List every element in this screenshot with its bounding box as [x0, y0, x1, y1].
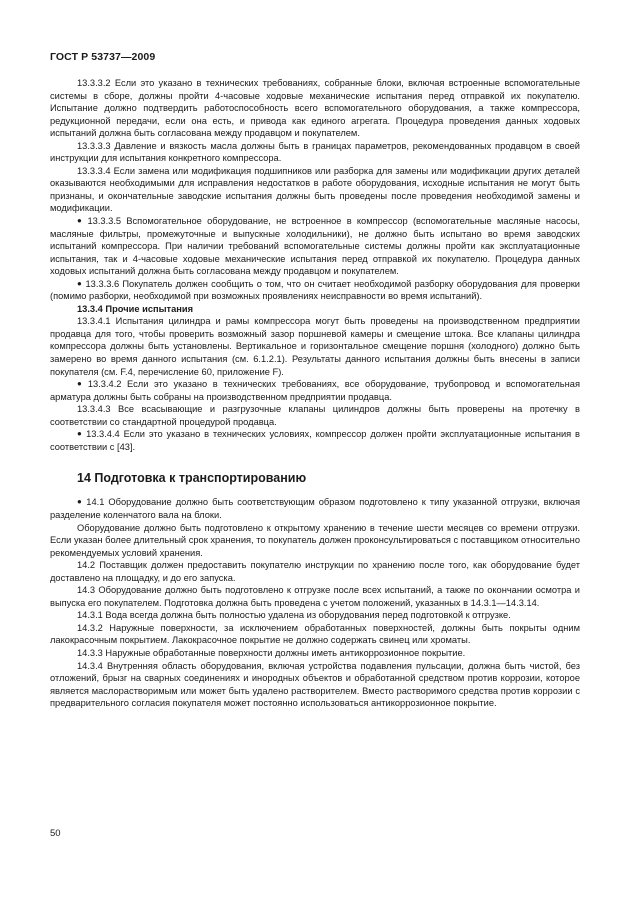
paragraph-text: 13.3.4.4 Если это указано в технических условиях, компрессор должен пройти эксплуатационные испытания в соответствии с [43]. — [50, 429, 580, 452]
paragraph-text: Оборудование должно быть подготовлено к открытому хранению в течение шести месяцев со времени отгрузки. Если указан более длительный срок хранения, то покупатель должен проконсультироваться с поставщиком относительно рекомендуемых условий хранения. — [50, 522, 580, 558]
bullet-icon: ● — [77, 429, 84, 439]
paragraph-text: 13.3.3.4 Если замена или модификация подшипников или разборка для замены или модификации других деталей оказываются необходимыми для исправления недостатков в работе оборудования, исходные испытания не могут быть признаны, и окончательные заводские испытания должны быть проведены после проведения необходимой замены и модификации. — [50, 165, 580, 214]
paragraph-text: 14.3.1 Вода всегда должна быть полностью удалена из оборудования перед подготовкой к отгрузке. — [77, 610, 511, 621]
section-13-text — [50, 77, 580, 453]
paragraph — [50, 77, 580, 140]
paragraph-text: 13.3.3.5 Вспомогательное оборудование, не встроенное в компрессор (вспомогательные масляные насосы, масляные фильтры, промежуточные и выпускные холодильники), не должно быть испытано во время заводских испытаний компрессора. При наличии требований вспомогательные системы должны пройти как эксплуатационные испытания, так и 4-часовые ходовые механические испытания перед отправкой их покупателю. Процедура данных ходовых испытаний должна быть согласована между продавцом и покупателем. — [50, 216, 580, 277]
bullet-icon: ● — [77, 379, 85, 389]
paragraph — [50, 622, 580, 647]
section-14-text — [50, 496, 580, 709]
paragraph-text: 13.3.3.2 Если это указано в технических требованиях, собранные блоки, включая встроенные вспомогательные системы в сборе, должны пройти 4-часовые ходовые механические испытания перед отправкой их покупателю. Испытание должно подтвердить работоспособность всего вспомогательного оборудования, а также компрессора, редукционной передачи, если она есть, и привода как единого агрегата. Процедура проведения данных ходовых испытаний должна быть согласована между продавцом и покупателем. — [50, 78, 580, 139]
paragraph — [50, 609, 580, 622]
bullet-icon: ● — [77, 278, 83, 288]
bullet-icon: ● — [77, 497, 84, 507]
paragraph-text: 13.3.3.6 Покупатель должен сообщить о том, что он считает необходимой разборку оборудования для проверки (помимо разборки, необходимой при возможных проявлениях неисправности во время испытаний). — [50, 278, 580, 302]
paragraph — [50, 647, 580, 660]
document-body — [50, 77, 580, 710]
paragraph-text: 13.3.4.2 Если это указано в технических требованиях, все оборудование, трубопровод и вспомогательная арматура должны быть собраны на производственном предприятии продавца. — [50, 379, 580, 402]
page-number: 50 — [50, 828, 61, 839]
bullet-icon: ● — [77, 216, 85, 226]
paragraph-text: 14.1 Оборудование должно быть соответствующим образом подготовлено к типу указанной отгрузки, включая разделение коленчатого вала на блоки. — [50, 497, 580, 520]
paragraph — [50, 496, 580, 521]
paragraph-text: 13.3.3.3 Давление и вязкость масла должны быть в границах параметров, рекомендованных продавцом в своей инструкции для испытания конкретного компрессора. — [50, 140, 580, 164]
paragraph — [50, 559, 580, 584]
paragraph-text: 13.3.4 Прочие испытания — [77, 303, 194, 314]
section-14-title: 14 Подготовка к транспортированию — [77, 471, 307, 486]
paragraph — [50, 278, 580, 303]
paragraph-text: 14.2 Поставщик должен предоставить покупателю инструкции по хранению после того, как оборудование будет доставлено на площадку, и до его запуска. — [50, 560, 580, 583]
paragraph — [50, 522, 580, 560]
paragraph — [50, 215, 580, 278]
paragraph-text: 13.3.4.1 Испытания цилиндра и рамы компрессора могут быть проведены на производственном предприятии продавца для того, чтобы проверить возможный зазор поршневой камеры и смещение штока. Все клапаны цилиндра компрессора должны быть установлены. Вертикальное и горизонтальное смещение поршня (холодного) должно быть замерено во время данного испытания (см. 6.1.2.1). Результаты данного испытания должны быть внесены в записи покупателя (см. F.4, перечисление 60, приложение F). — [50, 316, 580, 377]
paragraph-text: 14.3 Оборудование должно быть подготовлено к отгрузке после всех испытаний, а также по окончании осмотра и выпуска его покупателем. Подготовка должна быть проведена с учетом положений, указанных в 14.3.1—14.3.14. — [50, 585, 580, 608]
document-header: ГОСТ Р 53737—2009 — [50, 51, 156, 63]
paragraph-text: 14.3.4 Внутренняя область оборудования, включая устройства подавления пульсации, должна быть чистой, без отложений, брызг на сварных соединениях и инородных объектов и обработанной средством против коррозии, которое является маслорастворимым или может быть удалено растворителем. Вместо растворимого средства против коррозии с предварительного согласия покупателя может постоянно использоваться антикоррозионное покрытие. — [50, 660, 580, 709]
paragraph — [50, 315, 580, 378]
paragraph — [50, 165, 580, 215]
paragraph-text: 13.3.4.3 Все всасывающие и разгрузочные клапаны цилиндров должны быть проверены на протечку в соответствии со стандартной процедурой продавца. — [50, 404, 580, 427]
paragraph — [50, 660, 580, 710]
paragraph — [50, 378, 580, 403]
paragraph — [50, 584, 580, 609]
paragraph-text: 14.3.2 Наружные поверхности, за исключением обработанных поверхностей, должны быть покрыты одним лакокрасочным покрытием. Лакокрасочное покрытие не должно содержать свинец или хроматы. — [50, 622, 580, 646]
paragraph-text: 14.3.3 Наружные обработанные поверхности должны иметь антикоррозионное покрытие. — [77, 647, 466, 658]
paragraph — [50, 140, 580, 165]
paragraph — [50, 403, 580, 428]
subsection-heading — [50, 303, 580, 316]
paragraph — [50, 428, 580, 453]
